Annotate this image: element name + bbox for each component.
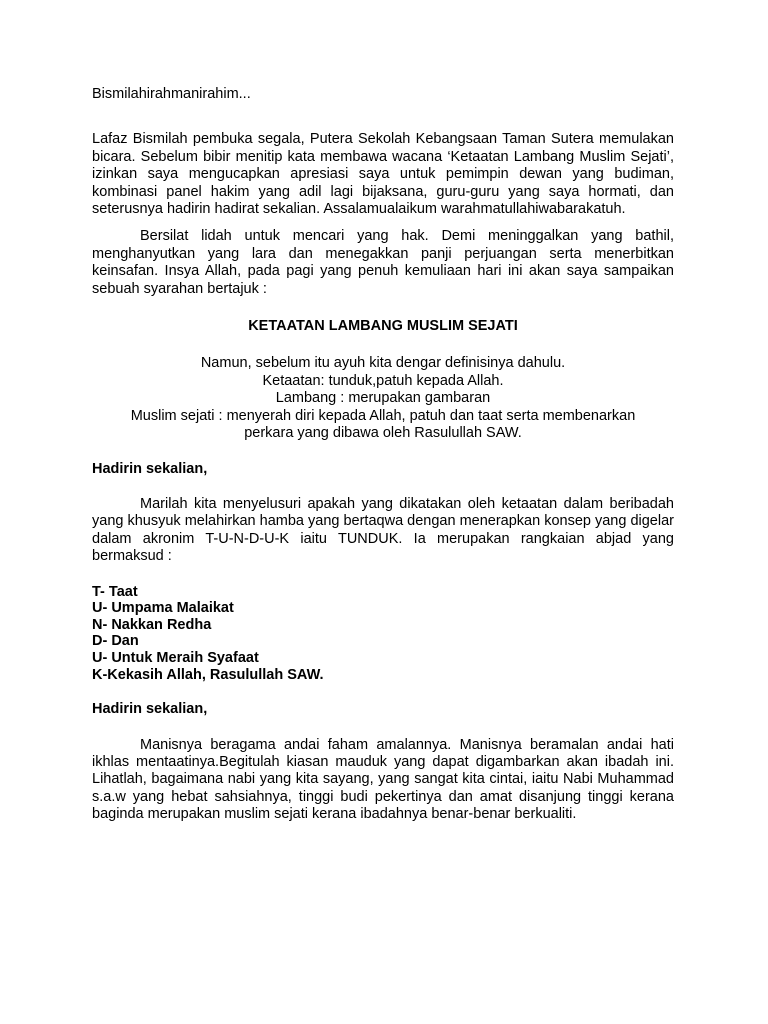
acronym-item: D- Dan: [92, 633, 139, 650]
acronym-item: U- Umpama Malaikat: [92, 600, 234, 617]
greeting: Bismilahirahmanirahim...: [92, 86, 251, 102]
section-heading: Hadirin sekalian,: [92, 701, 208, 718]
paragraph-intro: Bersilat lidah untuk mencari yang hak. Demi meninggalkan yang bathil, menghanyutkan yang lara dan menegakkan panji perjuangan serta menerbitkan keinsafan. Insya Allah, pada pagi yang penuh kemuliaan hari ini akan saya sampaikan sebuah syarahan bertajuk :: [92, 228, 674, 297]
document-page: [92, 86, 674, 824]
definition-line: Namun, sebelum itu ayuh kita dengar definisinya dahulu.: [200, 355, 566, 372]
definition-line: Muslim sejati : menyerah diri kepada Allah, patuh dan taat serta membenarkan: [130, 407, 636, 424]
definitions-block: [92, 355, 674, 442]
definition-line: perkara yang dibawa oleh Rasulullah SAW.: [244, 425, 522, 442]
paragraph-opening: Lafaz Bismilah pembuka segala, Putera Sekolah Kebangsaan Taman Sutera memulakan bicara. Sebelum bibir menitip kata membawa wacana ‘Ketaatan Lambang Muslim Sejati’, izinkan saya mengucapkan apresiasi saya untuk pemimpin dewan yang budiman, kombinasi panel hakim yang adil lagi bijaksana, guru-guru yang saya hormati, dan seterusnya hadirin hadirat sekalian. Assalamualaikum warahmatullahiwabarakatuh.: [92, 131, 674, 218]
definition-line: Lambang : merupakan gambaran: [275, 390, 491, 407]
section-heading: Hadirin sekalian,: [92, 460, 208, 477]
acronym-list: [92, 584, 674, 684]
acronym-item: N- Nakkan Redha: [92, 616, 212, 633]
paragraph-closing: Manisnya beragama andai faham amalannya. Manisnya beramalan andai hati ikhlas mentaatinya.Begitulah kiasan mauduk yang dapat digambarkan akan ibadah ini. Lihatlah, bagaimana nabi yang kita sayang, yang sangat kita cintai, iaitu Nabi Muhammad s.a.w yang hebat sahsiahnya, tinggi budi pekertinya dan amat disanjung tinggi kerana baginda merupakan muslim sejati kerana ibadahnya benar-benar berkualiti.: [92, 736, 674, 823]
acronym-item: T- Taat: [92, 583, 138, 600]
acronym-item: U- Untuk Meraih Syafaat: [92, 649, 259, 666]
acronym-item: K-Kekasih Allah, Rasulullah SAW.: [92, 666, 324, 683]
speech-title: KETAATAN LAMBANG MUSLIM SEJATI: [248, 318, 518, 335]
definition-line: Ketaatan: tunduk,patuh kepada Allah.: [262, 372, 504, 389]
paragraph-tunduk: Marilah kita menyelusuri apakah yang dikatakan oleh ketaatan dalam beribadah yang khusyuk melahirkan hamba yang bertaqwa dengan menerapkan konsep yang digelar dalam akronim T-U-N-D-U-K iaitu TUNDUK. Ia merupakan rangkaian abjad yang bermaksud :: [92, 495, 674, 565]
